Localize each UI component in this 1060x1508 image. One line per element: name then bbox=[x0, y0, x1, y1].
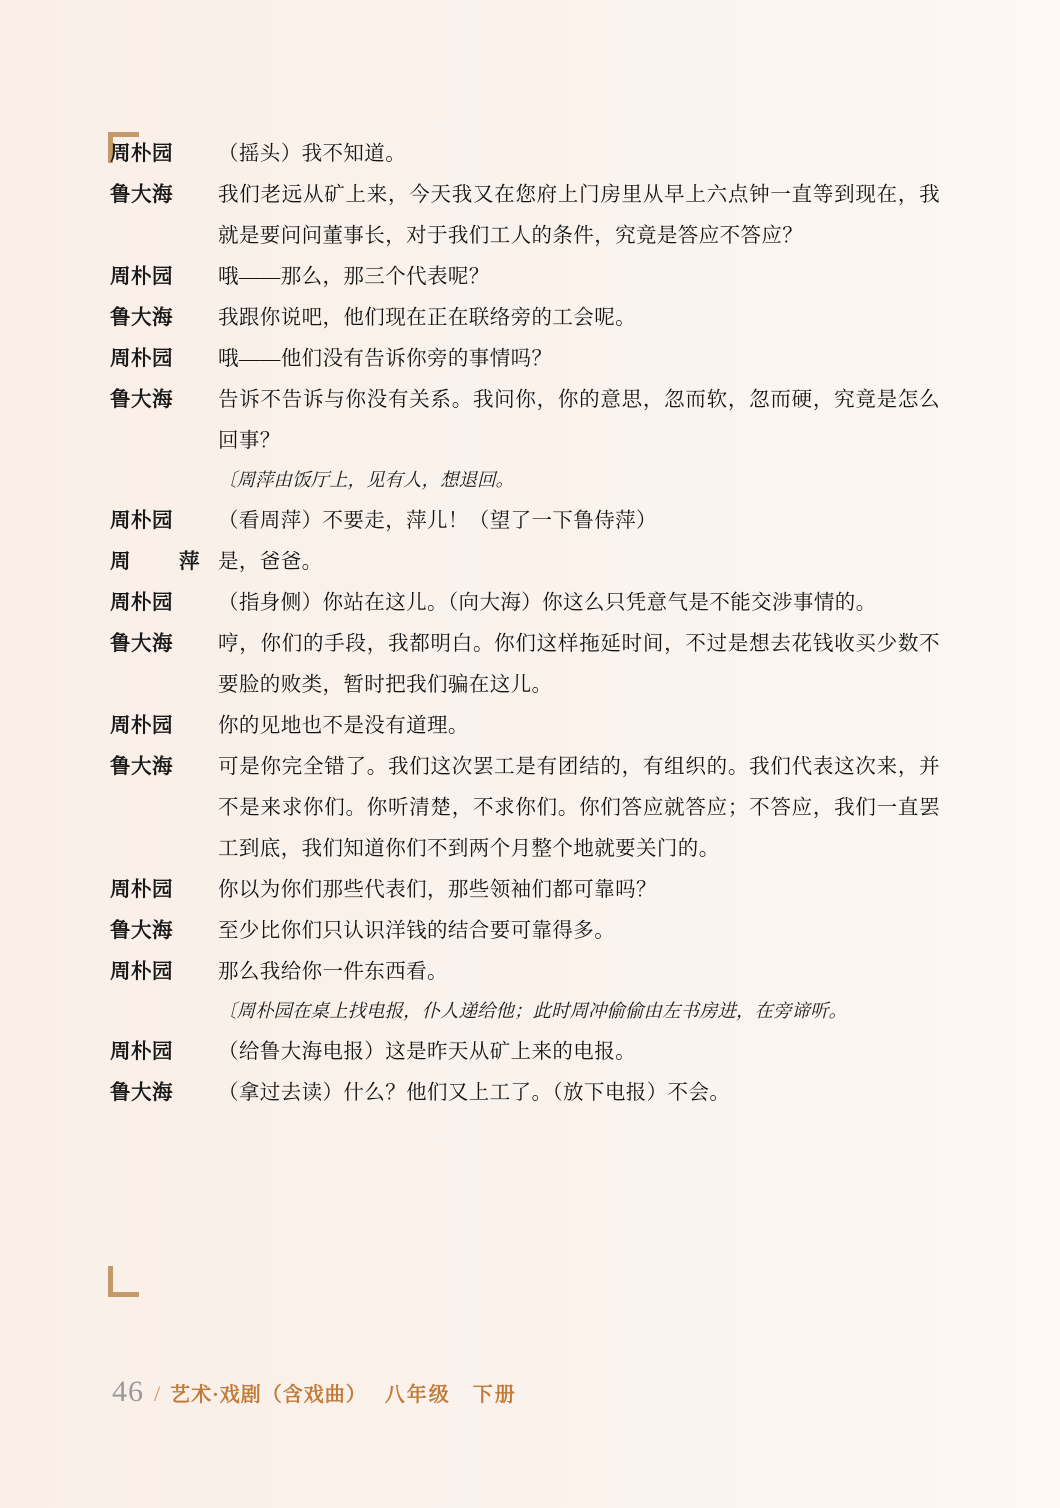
dialogue-text: 哦——他们没有告诉你旁的事情吗？ bbox=[218, 348, 553, 370]
speaker-name: 周朴园 bbox=[110, 348, 173, 370]
stage-direction-text: 〔周朴园在桌上找电报，仆人递给他；此时周冲偷偷由左书房进，在旁谛听。 bbox=[218, 1002, 848, 1022]
dialogue-text: 可是你完全错了。我们这次罢工是有团结的，有组织的。我们代表这次来，并不是来求你们。你听清楚，不求你们。你们答应就答应；不答应，我们一直罢工到底，我们知道你们不到两个月整个地就要关门的。 bbox=[218, 756, 940, 860]
speaker-name: 鲁大海 bbox=[110, 184, 173, 206]
script-row bbox=[110, 583, 940, 624]
dialogue-text: （指身侧）你站在这儿。（向大海）你这么只凭意气是不能交涉事情的。 bbox=[218, 592, 877, 614]
speaker-name: 周朴园 bbox=[110, 266, 173, 288]
speaker-name: 周 萍 bbox=[110, 551, 214, 573]
script-row bbox=[110, 870, 940, 911]
stage-direction-row bbox=[110, 462, 940, 501]
dialogue-text: 至少比你们只认识洋钱的结合要可靠得多。 bbox=[218, 920, 616, 942]
script-row bbox=[110, 380, 940, 462]
speaker-name: 周朴园 bbox=[110, 715, 173, 737]
speaker-name: 鲁大海 bbox=[110, 307, 173, 329]
footer-book-title: 艺术·戏剧（含戏曲） bbox=[170, 1384, 367, 1406]
dialogue-text: 那么我给你一件东西看。 bbox=[218, 961, 448, 983]
dialogue-text: 是，爸爸。 bbox=[218, 551, 323, 573]
script-row bbox=[110, 134, 940, 175]
script-row bbox=[110, 747, 940, 870]
footer-grade: 八年级 bbox=[384, 1384, 451, 1406]
speaker-name: 鲁大海 bbox=[110, 633, 173, 655]
dialogue-text: 你的见地也不是没有道理。 bbox=[218, 715, 469, 737]
dialogue-text: 哦——那么，那三个代表呢？ bbox=[218, 266, 490, 288]
dialogue-text: 哼，你们的手段，我都明白。你们这样拖延时间，不过是想去花钱收买少数不要脸的败类，暂时把我们骗在这儿。 bbox=[218, 633, 940, 696]
script-row bbox=[110, 706, 940, 747]
stage-direction-row bbox=[110, 993, 940, 1032]
speaker-name: 鲁大海 bbox=[110, 1082, 173, 1104]
script-body bbox=[110, 134, 940, 1114]
footer-separator: / bbox=[154, 1381, 161, 1406]
speaker-name: 周朴园 bbox=[110, 143, 173, 165]
speaker-name: 周朴园 bbox=[110, 961, 173, 983]
dialogue-text: 告诉不告诉与你没有关系。我问你，你的意思，忽而软，忽而硬，究竟是怎么回事？ bbox=[218, 389, 940, 452]
script-row bbox=[110, 624, 940, 706]
dialogue-text: （拿过去读）什么？他们又上工了。（放下电报）不会。 bbox=[218, 1082, 731, 1104]
speaker-name-empty bbox=[110, 993, 218, 1032]
page-number: 46 bbox=[112, 1375, 144, 1408]
dialogue-text: 我跟你说吧，他们现在正在联络旁的工会呢。 bbox=[218, 307, 636, 329]
speaker-name-empty bbox=[110, 462, 218, 501]
speaker-name: 周朴园 bbox=[110, 1041, 173, 1063]
script-row bbox=[110, 1032, 940, 1073]
footer-volume: 下册 bbox=[472, 1384, 517, 1406]
script-row bbox=[110, 339, 940, 380]
speaker-name: 周朴园 bbox=[110, 510, 173, 532]
script-row bbox=[110, 501, 940, 542]
speaker-name: 鲁大海 bbox=[110, 756, 173, 778]
corner-ornament-bottom-left bbox=[108, 1266, 139, 1297]
speaker-name: 周朴园 bbox=[110, 592, 173, 614]
speaker-name: 鲁大海 bbox=[110, 389, 173, 411]
dialogue-text: （摇头）我不知道。 bbox=[218, 143, 407, 165]
dialogue-text: 我们老远从矿上来，今天我又在您府上门房里从早上六点钟一直等到现在，我就是要问问董事长，对于我们工人的条件，究竟是答应不答应？ bbox=[218, 184, 940, 247]
script-table bbox=[110, 134, 940, 1114]
dialogue-text: 你以为你们那些代表们，那些领袖们都可靠吗？ bbox=[218, 879, 657, 901]
page-footer bbox=[112, 1375, 517, 1409]
speaker-name: 鲁大海 bbox=[110, 920, 173, 942]
dialogue-text: （看周萍）不要走，萍儿！（望了一下鲁侍萍） bbox=[218, 510, 657, 532]
speaker-name: 周朴园 bbox=[110, 879, 173, 901]
script-row bbox=[110, 257, 940, 298]
stage-direction-text: 〔周萍由饭厅上，见有人，想退回。 bbox=[218, 471, 515, 491]
script-row bbox=[110, 542, 940, 583]
script-row bbox=[110, 952, 940, 993]
dialogue-text: （给鲁大海电报）这是昨天从矿上来的电报。 bbox=[218, 1041, 636, 1063]
script-row bbox=[110, 175, 940, 257]
script-row bbox=[110, 298, 940, 339]
script-row bbox=[110, 911, 940, 952]
script-row bbox=[110, 1073, 940, 1114]
